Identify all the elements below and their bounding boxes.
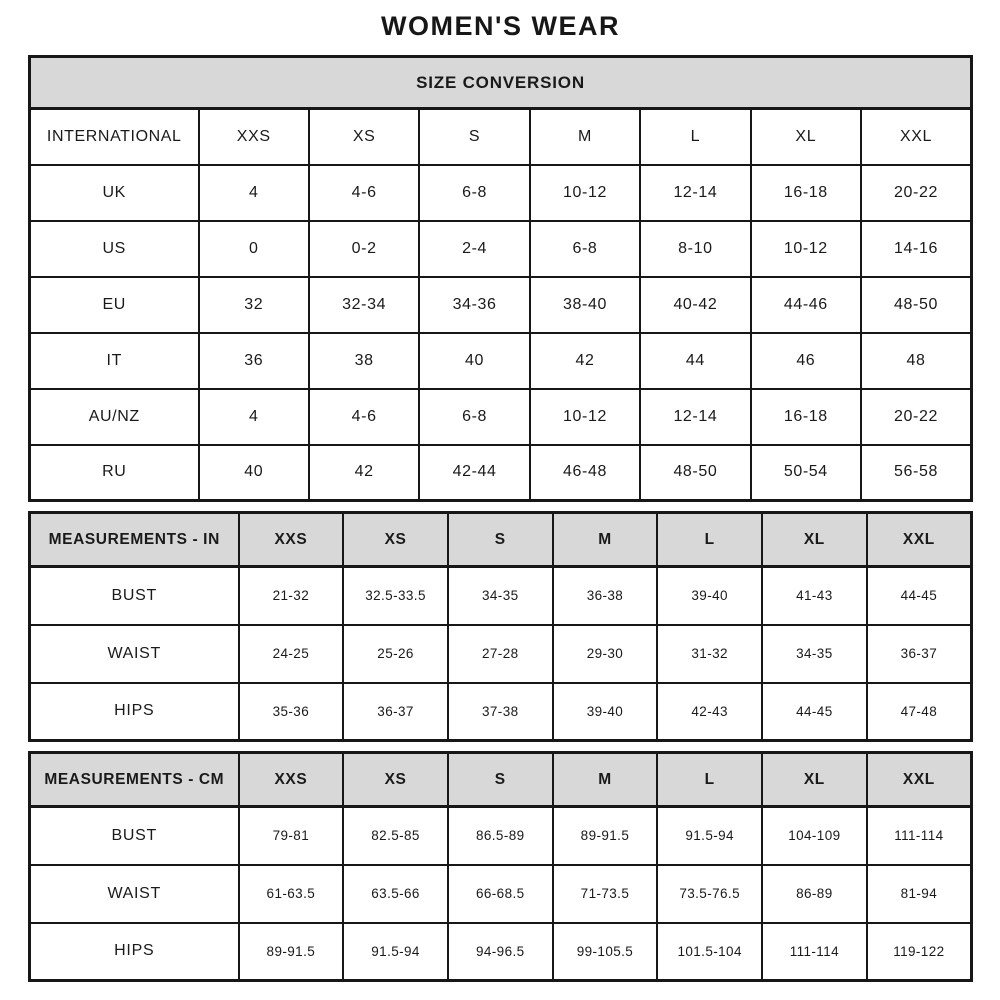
table-row [30, 923, 972, 981]
value-cell: 20-22 [861, 389, 971, 445]
value-cell: 48-50 [640, 445, 750, 501]
size-conversion-table [28, 55, 973, 502]
value-cell: 46-48 [530, 445, 640, 501]
value-cell: 44-46 [751, 277, 861, 333]
column-header-row [30, 109, 972, 165]
value-cell: 32-34 [309, 277, 419, 333]
value-cell: 12-14 [640, 165, 750, 221]
row-label-cell: EU [30, 277, 199, 333]
value-cell: 36-37 [343, 683, 448, 741]
value-cell: 44-45 [867, 567, 972, 625]
table-row [30, 277, 972, 333]
table-title-cell: INTERNATIONAL [30, 109, 199, 165]
value-cell: 20-22 [861, 165, 971, 221]
size-column-header: XXL [867, 753, 972, 807]
value-cell: 8-10 [640, 221, 750, 277]
value-cell: 4 [199, 165, 309, 221]
value-cell: 44-45 [762, 683, 867, 741]
value-cell: 6-8 [419, 389, 529, 445]
size-column-header: XXS [239, 513, 344, 567]
value-cell: 34-35 [762, 625, 867, 683]
row-label-cell: BUST [30, 807, 239, 865]
row-label-cell: WAIST [30, 625, 239, 683]
value-cell: 101.5-104 [657, 923, 762, 981]
value-cell: 66-68.5 [448, 865, 553, 923]
value-cell: 40 [199, 445, 309, 501]
value-cell: 39-40 [657, 567, 762, 625]
value-cell: 46 [751, 333, 861, 389]
size-column-header: XS [343, 753, 448, 807]
row-label-cell: AU/NZ [30, 389, 199, 445]
value-cell: 0-2 [309, 221, 419, 277]
row-label-cell: UK [30, 165, 199, 221]
value-cell: 10-12 [530, 389, 640, 445]
value-cell: 39-40 [553, 683, 658, 741]
value-cell: 89-91.5 [553, 807, 658, 865]
size-conversion-head [30, 57, 972, 165]
measurements-cm-head [30, 753, 972, 807]
row-label-cell: US [30, 221, 199, 277]
value-cell: 4 [199, 389, 309, 445]
table-row [30, 165, 972, 221]
value-cell: 2-4 [419, 221, 529, 277]
value-cell: 32 [199, 277, 309, 333]
value-cell: 12-14 [640, 389, 750, 445]
page-title: WOMEN'S WEAR [381, 11, 620, 41]
size-column-header: XL [762, 753, 867, 807]
row-label-cell: HIPS [30, 923, 239, 981]
value-cell: 86.5-89 [448, 807, 553, 865]
value-cell: 25-26 [343, 625, 448, 683]
value-cell: 35-36 [239, 683, 344, 741]
size-column-header: XS [309, 109, 419, 165]
value-cell: 56-58 [861, 445, 971, 501]
table-row [30, 625, 972, 683]
row-label-cell: IT [30, 333, 199, 389]
value-cell: 4-6 [309, 165, 419, 221]
size-conversion-banner: SIZE CONVERSION [30, 57, 972, 109]
measurements-in-head [30, 513, 972, 567]
size-column-header: XXL [861, 109, 971, 165]
value-cell: 82.5-85 [343, 807, 448, 865]
measurements-cm-body [30, 807, 972, 981]
value-cell: 91.5-94 [657, 807, 762, 865]
value-cell: 81-94 [867, 865, 972, 923]
value-cell: 6-8 [419, 165, 529, 221]
value-cell: 73.5-76.5 [657, 865, 762, 923]
value-cell: 111-114 [762, 923, 867, 981]
value-cell: 21-32 [239, 567, 344, 625]
size-column-header: XS [343, 513, 448, 567]
value-cell: 32.5-33.5 [343, 567, 448, 625]
value-cell: 42-43 [657, 683, 762, 741]
value-cell: 89-91.5 [239, 923, 344, 981]
table-row [30, 333, 972, 389]
value-cell: 111-114 [867, 807, 972, 865]
size-column-header: XXS [199, 109, 309, 165]
table-row [30, 221, 972, 277]
value-cell: 63.5-66 [343, 865, 448, 923]
size-column-header: S [448, 753, 553, 807]
measurements-cm-table [28, 751, 973, 982]
value-cell: 29-30 [553, 625, 658, 683]
value-cell: 14-16 [861, 221, 971, 277]
value-cell: 31-32 [657, 625, 762, 683]
value-cell: 42 [530, 333, 640, 389]
column-header-row [30, 513, 972, 567]
size-column-header: XL [762, 513, 867, 567]
size-column-header: XXS [239, 753, 344, 807]
table-row [30, 389, 972, 445]
value-cell: 94-96.5 [448, 923, 553, 981]
value-cell: 4-6 [309, 389, 419, 445]
value-cell: 48-50 [861, 277, 971, 333]
size-column-header: L [657, 513, 762, 567]
size-column-header: L [657, 753, 762, 807]
value-cell: 6-8 [530, 221, 640, 277]
table-row [30, 445, 972, 501]
value-cell: 42 [309, 445, 419, 501]
value-cell: 91.5-94 [343, 923, 448, 981]
value-cell: 71-73.5 [553, 865, 658, 923]
value-cell: 10-12 [530, 165, 640, 221]
value-cell: 47-48 [867, 683, 972, 741]
value-cell: 48 [861, 333, 971, 389]
value-cell: 40-42 [640, 277, 750, 333]
measurements-in-body [30, 567, 972, 741]
value-cell: 0 [199, 221, 309, 277]
value-cell: 16-18 [751, 165, 861, 221]
value-cell: 42-44 [419, 445, 529, 501]
size-conversion-body [30, 165, 972, 501]
value-cell: 34-36 [419, 277, 529, 333]
value-cell: 50-54 [751, 445, 861, 501]
value-cell: 44 [640, 333, 750, 389]
row-label-cell: BUST [30, 567, 239, 625]
table-title-cell: MEASUREMENTS - IN [30, 513, 239, 567]
value-cell: 41-43 [762, 567, 867, 625]
value-cell: 36 [199, 333, 309, 389]
value-cell: 119-122 [867, 923, 972, 981]
table-row [30, 683, 972, 741]
size-column-header: XXL [867, 513, 972, 567]
value-cell: 38-40 [530, 277, 640, 333]
value-cell: 36-38 [553, 567, 658, 625]
table-banner-row [30, 57, 972, 109]
value-cell: 104-109 [762, 807, 867, 865]
table-row [30, 567, 972, 625]
value-cell: 34-35 [448, 567, 553, 625]
table-title-cell: MEASUREMENTS - CM [30, 753, 239, 807]
size-column-header: S [448, 513, 553, 567]
column-header-row [30, 753, 972, 807]
table-row [30, 865, 972, 923]
value-cell: 79-81 [239, 807, 344, 865]
value-cell: 10-12 [751, 221, 861, 277]
row-label-cell: HIPS [30, 683, 239, 741]
value-cell: 37-38 [448, 683, 553, 741]
value-cell: 36-37 [867, 625, 972, 683]
size-column-header: XL [751, 109, 861, 165]
value-cell: 86-89 [762, 865, 867, 923]
value-cell: 99-105.5 [553, 923, 658, 981]
size-column-header: M [553, 513, 658, 567]
size-column-header: S [419, 109, 529, 165]
value-cell: 27-28 [448, 625, 553, 683]
measurements-in-table [28, 511, 973, 742]
table-row [30, 807, 972, 865]
row-label-cell: WAIST [30, 865, 239, 923]
value-cell: 38 [309, 333, 419, 389]
size-column-header: M [530, 109, 640, 165]
value-cell: 40 [419, 333, 529, 389]
size-column-header: L [640, 109, 750, 165]
value-cell: 61-63.5 [239, 865, 344, 923]
size-column-header: M [553, 753, 658, 807]
value-cell: 16-18 [751, 389, 861, 445]
value-cell: 24-25 [239, 625, 344, 683]
row-label-cell: RU [30, 445, 199, 501]
